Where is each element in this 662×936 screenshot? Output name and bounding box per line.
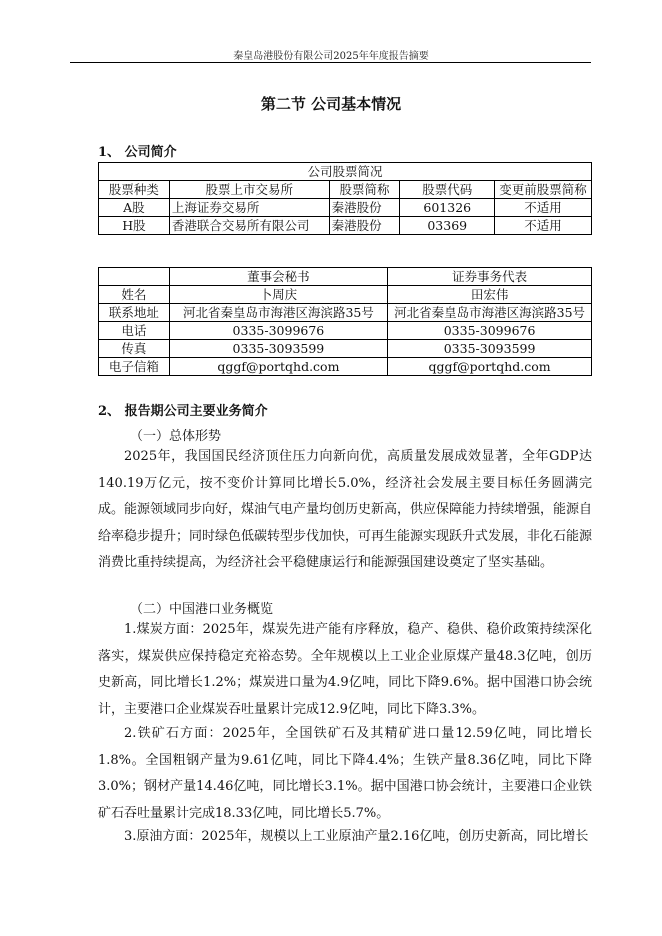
- table-row: [99, 286, 592, 304]
- column-header: 股票简称: [329, 181, 400, 199]
- stock-info-table: [98, 162, 592, 235]
- table-cell: qggf@portqhd.com: [169, 358, 388, 376]
- table-row: [99, 163, 592, 181]
- table-row: [99, 217, 592, 235]
- table-row: [99, 199, 592, 217]
- heading-business-overview: 2、 报告期公司主要业务简介: [98, 404, 268, 419]
- table-cell: 601326: [400, 199, 495, 217]
- table-cell: H股: [99, 217, 170, 235]
- table-cell: qggf@portqhd.com: [388, 358, 592, 376]
- column-header: 股票上市交易所: [169, 181, 329, 199]
- table-cell: 03369: [400, 217, 495, 235]
- header-divider: [70, 62, 591, 63]
- row-label: 联系地址: [99, 304, 170, 322]
- contact-info-table: [98, 267, 592, 376]
- table-header-row: [99, 268, 592, 286]
- table-cell: 0335-3093599: [388, 340, 592, 358]
- table-cell: 上海证券交易所: [169, 199, 329, 217]
- table-cell: 河北省秦皇岛市海港区海滨路35号: [169, 304, 388, 322]
- table-row: [99, 322, 592, 340]
- table-cell: 秦港股份: [329, 217, 400, 235]
- table-cell: [99, 268, 170, 286]
- table-cell: 0335-3093599: [169, 340, 388, 358]
- paragraph-overall-situation: 2025年，我国国民经济顶住压力向新向优，高质量发展成效显著，全年GDP达140.19万亿元，按不变价计算同比增长5.0%，经济社会发展主要目标任务圆满完成。能源领域同步向好，煤油气电产量均创历史新高，供应保障能力持续增强，能源自给率稳步提升；同时绿色低碳转型步伐加快，可再生能源实现跃升式发展，非化石能源消费比重持续提高，为经济社会平稳健康运行和能源强国建设奠定了坚实基础。: [98, 449, 593, 570]
- table-title: 公司股票简况: [99, 163, 592, 181]
- paragraph-iron-ore: 2.铁矿石方面：2025年，全国铁矿石及其精矿进口量12.59亿吨，同比增长1.8%。全国粗钢产量为9.61亿吨，同比下降4.4%；生铁产量8.36亿吨，同比下降3.0%；钢材产量14.46亿吨，同比增长3.1%。据中国港口协会统计，主要港口企业铁矿石吞吐量累计完成18.33亿吨，同比增长5.7%。: [98, 726, 592, 821]
- column-header: 证券事务代表: [388, 268, 592, 286]
- paragraph-crude-oil: 3.原油方面：2025年，规模以上工业原油产量2.16亿吨，创历史新高，同比增长: [124, 829, 589, 844]
- table-cell: 不适用: [495, 199, 592, 217]
- column-header: 变更前股票简称: [495, 181, 592, 199]
- table-cell: 0335-3099676: [169, 322, 388, 340]
- column-header: 股票代码: [400, 181, 495, 199]
- section-title: 第二节 公司基本情况: [260, 95, 402, 113]
- table-cell: 0335-3099676: [388, 322, 592, 340]
- page-header: 秦皇岛港股份有限公司2025年年度报告摘要: [233, 51, 429, 62]
- table-cell: 田宏伟: [388, 286, 592, 304]
- table-row: [99, 340, 592, 358]
- heading-company-profile: 1、 公司简介: [98, 145, 177, 160]
- table-cell: 香港联合交易所有限公司: [169, 217, 329, 235]
- table-cell: 卜周庆: [169, 286, 388, 304]
- column-header: 董事会秘书: [169, 268, 388, 286]
- table-cell: 河北省秦皇岛市海港区海滨路35号: [388, 304, 592, 322]
- table-row: [99, 358, 592, 376]
- row-label: 传真: [99, 340, 170, 358]
- row-label: 姓名: [99, 286, 170, 304]
- subheading-overall-situation: （一）总体形势: [130, 429, 222, 444]
- column-header: 股票种类: [99, 181, 170, 199]
- paragraph-coal: 1.煤炭方面：2025年，煤炭先进产能有序释放，稳产、稳供、稳价政策持续深化落实，煤炭供应保持稳定充裕态势。全年规模以上工业企业原煤产量48.3亿吨，创历史新高，同比增长1.2%；煤炭进口量为4.9亿吨，同比下降9.6%。据中国港口协会统计，主要港口企业煤炭吞吐量累计完成12.9亿吨，同比下降3.3%。: [98, 622, 592, 717]
- table-header-row: [99, 181, 592, 199]
- row-label: 电子信箱: [99, 358, 170, 376]
- table-row: [99, 304, 592, 322]
- table-cell: 秦港股份: [329, 199, 400, 217]
- table-cell: 不适用: [495, 217, 592, 235]
- row-label: 电话: [99, 322, 170, 340]
- table-cell: A股: [99, 199, 170, 217]
- subheading-port-business: （二）中国港口业务概览: [130, 602, 274, 617]
